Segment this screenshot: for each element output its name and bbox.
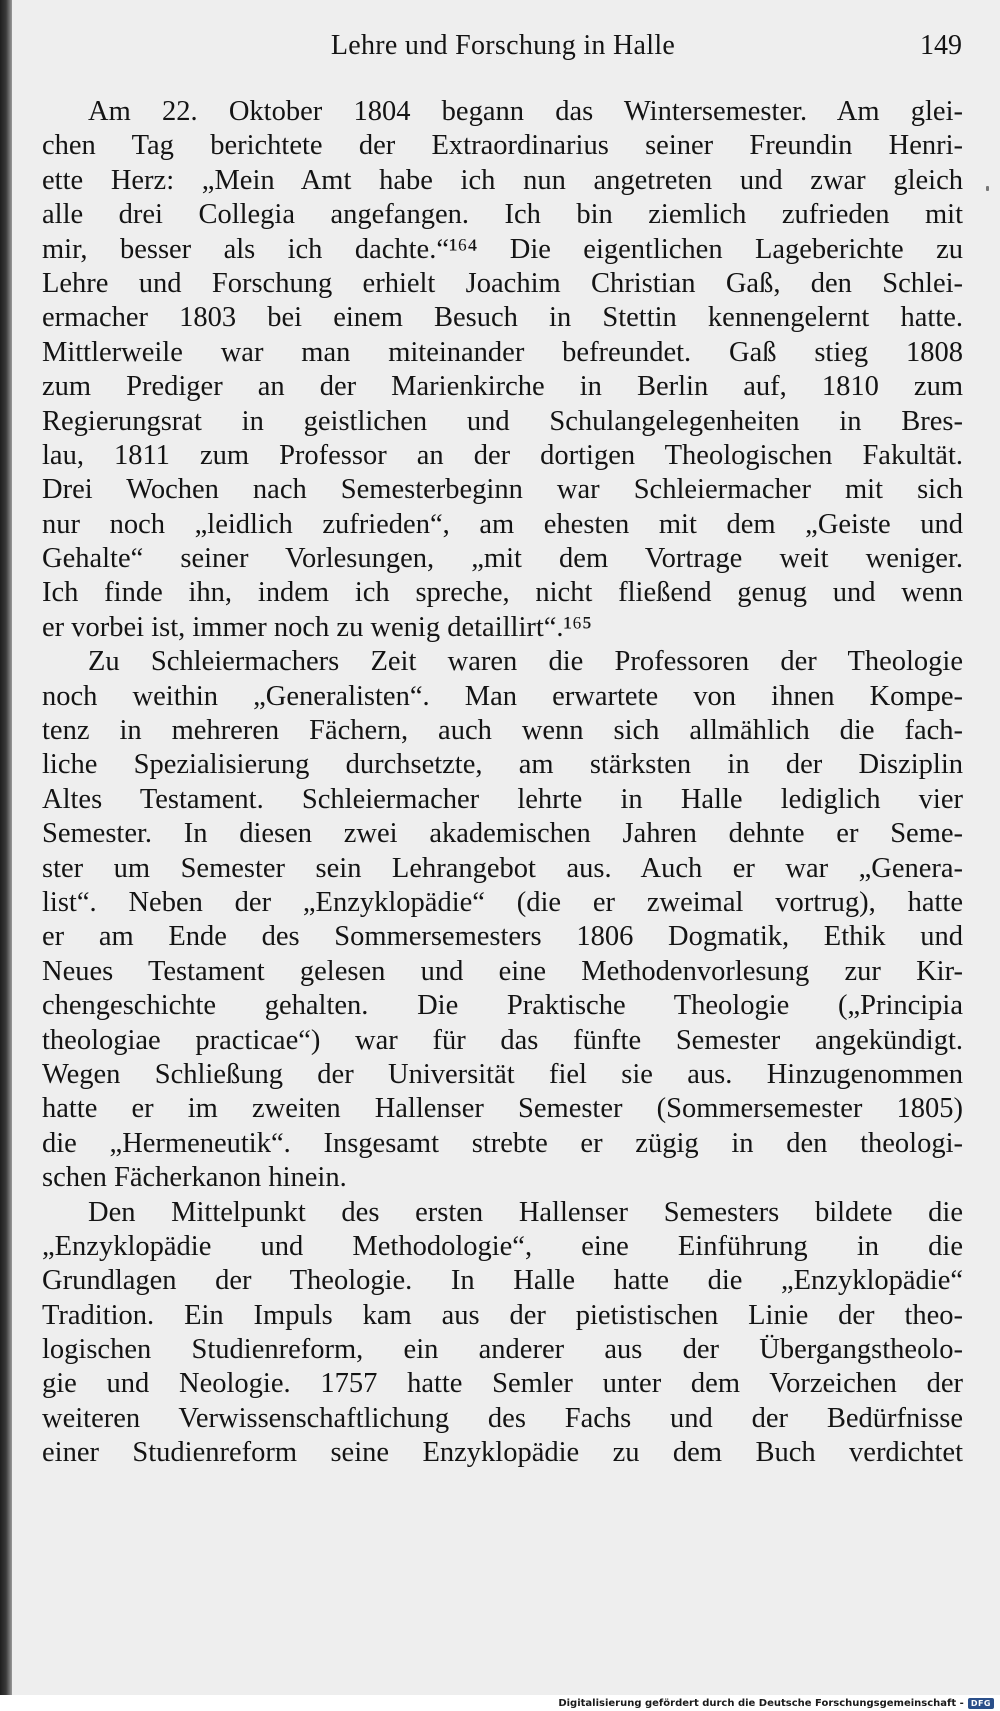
digitization-credit: [558, 1695, 994, 1711]
text-line: weiteren Verwissenschaftlichung des Fachs und der Bedürfnisse: [42, 1402, 963, 1434]
text-line: Grundlagen der Theologie. In Halle hatte die „Enzyklopädie“: [42, 1265, 963, 1297]
text-line: Neues Testament gelesen und eine Methodenvorlesung zur Kir-: [42, 955, 963, 987]
text-line: er am Ende des Sommersemesters 1806 Dogmatik, Ethik und: [42, 921, 963, 953]
text-line: liche Spezialisierung durchsetzte, am stärksten in der Disziplin: [42, 749, 963, 781]
text-line: tenz in mehreren Fächern, auch wenn sich allmählich die fach-: [42, 715, 963, 747]
text-line: ette Herz: „Mein Amt habe ich nun angetreten und zwar gleich: [42, 164, 963, 196]
text-line: nur noch „leidlich zufrieden“, am ehesten mit dem „Geiste und: [42, 508, 963, 540]
text-line: hatte er im zweiten Hallenser Semester (Sommersemester 1805): [42, 1093, 963, 1125]
text-line: Tradition. Ein Impuls kam aus der pietistischen Linie der theo-: [42, 1299, 963, 1331]
text-line: gie und Neologie. 1757 hatte Semler unter dem Vorzeichen der: [42, 1368, 963, 1400]
text-line: Ich finde ihn, indem ich spreche, nicht fließend genug und wenn: [42, 577, 963, 609]
text-line: Lehre und Forschung erhielt Joachim Christian Gaß, den Schlei-: [42, 267, 963, 299]
running-header: [44, 26, 962, 66]
text-line: Am 22. Oktober 1804 begann das Wintersemester. Am glei-: [88, 96, 963, 127]
text-line: zum Prediger an der Marienkirche in Berlin auf, 1810 zum: [42, 371, 963, 403]
text-line: alle drei Collegia angefangen. Ich bin ziemlich zufrieden mit: [42, 199, 963, 231]
text-line: theologiae practicae“) war für das fünfte Semester angekündigt.: [42, 1024, 963, 1056]
page-binding-shadow: [0, 0, 12, 1695]
text-line: die „Hermeneutik“. Insgesamt strebte er zügig in den theologi-: [42, 1127, 963, 1159]
text-line: „Enzyklopädie und Methodologie“, eine Einführung in die: [42, 1230, 963, 1262]
text-line: Regierungsrat in geistlichen und Schulangelegenheiten in Bres-: [42, 405, 963, 437]
text-line: Altes Testament. Schleiermacher lehrte in Halle lediglich vier: [42, 783, 963, 815]
text-line: Gehalte“ seiner Vorlesungen, „mit dem Vortrage weit weniger.: [42, 543, 963, 575]
text-line: lau, 1811 zum Professor an der dortigen Theologischen Fakultät.: [42, 439, 963, 471]
dfg-logo: DFG: [968, 1698, 994, 1709]
text-line: chengeschichte gehalten. Die Praktische Theologie („Principia: [42, 990, 963, 1022]
text-line: Semester. In diesen zwei akademischen Jahren dehnte er Seme-: [42, 818, 963, 850]
page-number: 149: [920, 30, 962, 61]
text-line: mir, besser als ich dachte.“¹⁶⁴ Die eigentlichen Lageberichte zu: [42, 233, 963, 265]
paper-speck: [986, 186, 989, 191]
text-line: ermacher 1803 bei einem Besuch in Stettin kennengelernt hatte.: [42, 302, 963, 334]
text-line: Den Mittelpunkt des ersten Hallenser Semesters bildete die: [88, 1196, 963, 1228]
text-line: list“. Neben der „Enzyklopädie“ (die er zweimal vortrug), hatte: [42, 886, 963, 918]
text-line: logischen Studienreform, ein anderer aus der Übergangstheolo-: [42, 1334, 963, 1366]
body-text: [42, 95, 963, 1471]
text-line: chen Tag berichtete der Extraordinarius seiner Freundin Henri-: [42, 130, 963, 162]
text-line: noch weithin „Generalisten“. Man erwartete von ihnen Kompe-: [42, 680, 963, 712]
text-line: Mittlerweile war man miteinander befreundet. Gaß stieg 1808: [42, 336, 963, 368]
text-line: Zu Schleiermachers Zeit waren die Professoren der Theologie: [88, 646, 963, 678]
text-line: schen Fächerkanon hinein.: [42, 1162, 347, 1194]
text-line: Wegen Schließung der Universität fiel sie aus. Hinzugenommen: [42, 1058, 963, 1090]
text-line: er vorbei ist, immer noch zu wenig detaillirt“.¹⁶⁵: [42, 611, 592, 643]
text-line: ster um Semester sein Lehrangebot aus. Auch er war „Genera-: [42, 852, 963, 884]
text-line: einer Studienreform seine Enzyklopädie zu dem Buch verdichtet: [42, 1437, 963, 1469]
running-title: Lehre und Forschung in Halle: [330, 30, 676, 61]
text-line: Drei Wochen nach Semesterbeginn war Schleiermacher mit sich: [42, 474, 963, 506]
credit-text: Digitalisierung gefördert durch die Deutsche Forschungsgemeinschaft -: [558, 1697, 964, 1709]
